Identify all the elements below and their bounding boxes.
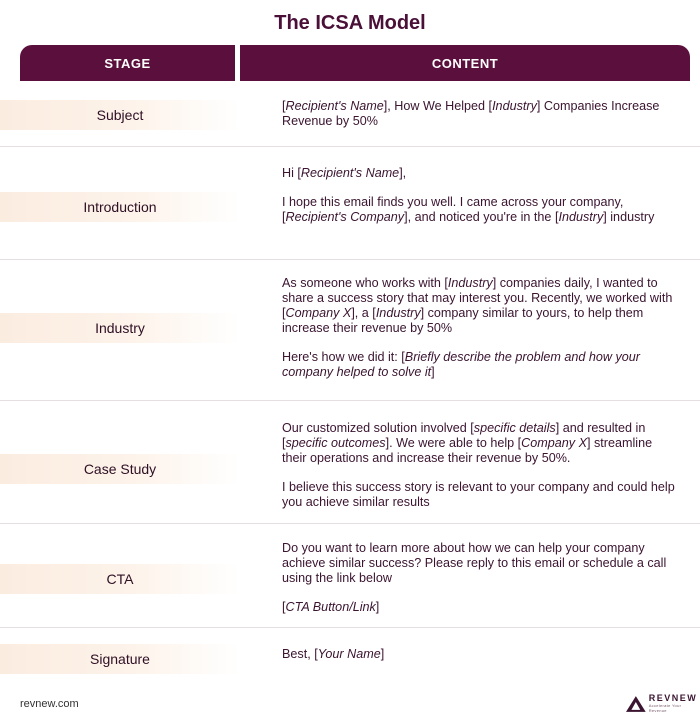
brand-tagline: Accelerate Your Revenue (648, 703, 682, 713)
brand-logo (626, 694, 700, 713)
row-divider (0, 259, 700, 260)
content-signature: Best, [Your Name] (282, 647, 385, 661)
row-divider (0, 146, 700, 147)
row-divider (0, 627, 700, 628)
content-introduction: Hi [Recipient's Name], I hope this email finds you well. I came across your company, [Recipient's Company], and noticed you're in the [Industry] industry (282, 166, 655, 224)
stage-case-study: Case Study (0, 454, 240, 484)
row-divider (0, 523, 700, 524)
footer-url: revnew.com (20, 698, 79, 710)
content-column-header: CONTENT (240, 45, 690, 81)
row-divider (0, 400, 700, 401)
stage-subject: Subject (0, 100, 240, 130)
stage-column-header: STAGE (20, 45, 235, 81)
stage-signature: Signature (0, 644, 240, 674)
content-subject: [Recipient's Name], How We Helped [Industry] Companies Increase Revenue by 50% (282, 99, 660, 128)
stage-industry: Industry (0, 313, 240, 343)
content-case-study: Our customized solution involved [specific details] and resulted in [specific outcomes]. We were able to help [Company X] streamline their operations and increase their revenue by 50%. I believe this success story is relevant to your company and could help you achieve similar results (282, 421, 675, 509)
stage-introduction: Introduction (0, 192, 240, 222)
stage-cta: CTA (0, 564, 240, 594)
brand-name: REVNEW (648, 693, 698, 703)
content-cta: Do you want to learn more about how we can help your company achieve similar success? Please reply to this email or schedule a call using the link below [CTA Button/Link] (282, 541, 667, 614)
brand-triangle-icon (626, 696, 646, 712)
content-industry: As someone who works with [Industry] companies daily, I wanted to share a success story that may interest you. Recently, we worked with [Company X], a [Industry] company similar to yours, to help them increase their revenue by 50% Here's how we did it: [Briefly describe the problem and how your company helped to solve it] (282, 276, 673, 379)
page-title: The ICSA Model (274, 12, 426, 34)
